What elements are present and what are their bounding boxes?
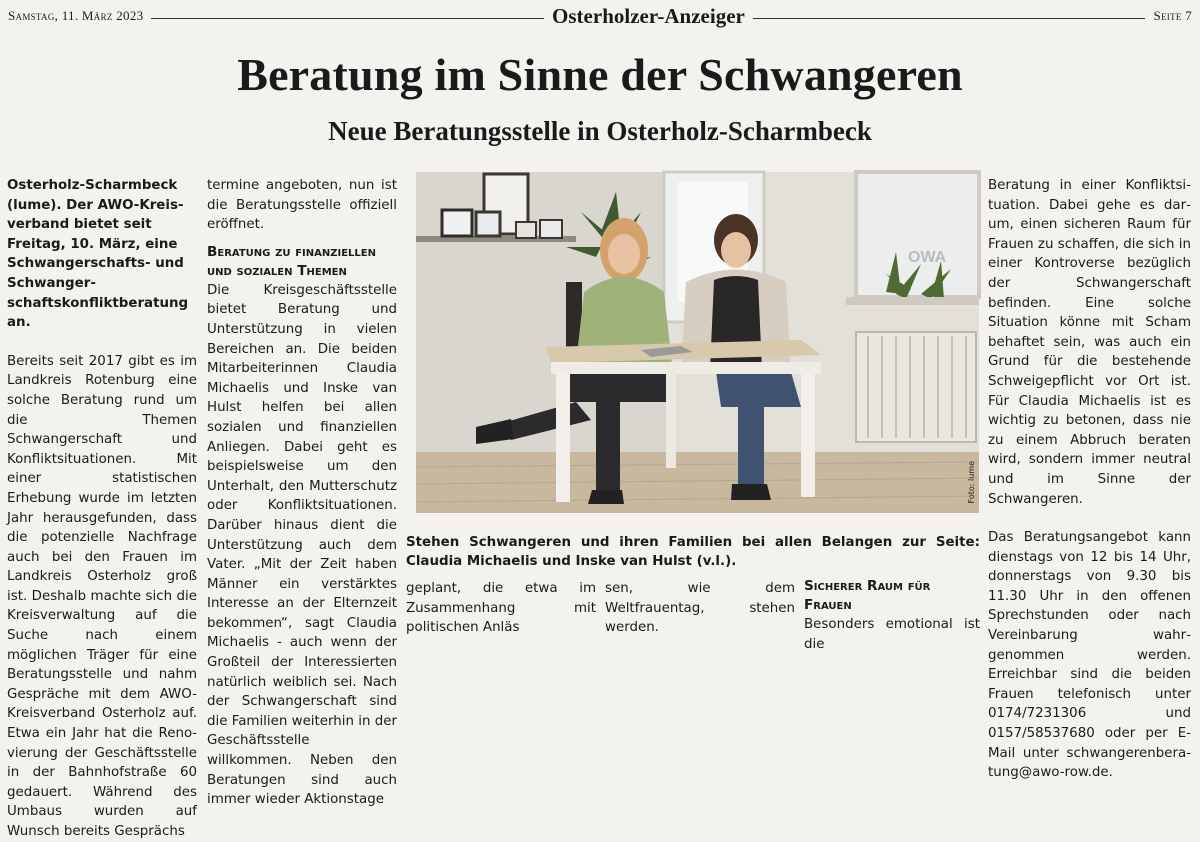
column-2 xyxy=(207,176,397,810)
page-number: Seite 7 xyxy=(1153,8,1193,23)
column-2-body: Die Kreisgeschäftsstelle bietet Beratung und Unterstützung in vielen Bereichen an. Die beiden Mitarbeiterinnen Claudia Michaelis und Inske van Hulst helfen bei allen sozialen und finanziellen Anliegen. Dabei geht es beispielsweise um den Unterhalt, den Mutterschutz oder Konfliktsituationen. Darüber hinaus dient die Unterstützung auch dem Vater. „Mit der Zeit haben Männer ein verstärktes Interesse an der Elternzeit bekommen“, sagt Claudia Michaelis - auch wenn der Großteil der Interessierten natürlich weiblich sei. Nach der Schwangerschaft sind die Familien weiterhin in der Geschäftsstelle willkommen. Neben den Beratungen sind auch immer wieder Aktionstage xyxy=(207,282,397,808)
article-subheadline: Neue Beratungsstelle in Osterholz-Scharmbeck xyxy=(328,116,872,146)
column-4-body: sen, wie dem Weltfrauentag, stehen werden. xyxy=(605,581,795,636)
column-5-body-2: Das Beratungsangebot kann dienstags von 12 bis 14 Uhr, donnerstags von 9.30 bis 11.30 Uhr in den offenen Sprechstunden oder nach Vereinbarung wahrgenommen werden. Erreichbar sind die beiden Frauen telefonisch unter 0174/7231306 und 0157/58537680 oder per E-Mail unter schwangerenberatung@awo-row.de. xyxy=(988,530,1191,781)
photo-credit: Foto: lume xyxy=(967,460,976,503)
column-4 xyxy=(605,579,795,638)
article-lead: Osterholz-Scharmbeck (lume). Der AWO-Kreisverband bietet seit Freitag, 10. März, eine Schwangerschafts- und Schwangerschaftskonfliktberatung an. xyxy=(7,178,189,331)
column-4b-body: Besonders emotional ist die xyxy=(804,617,980,652)
column-1-body: Bereits seit 2017 gibt es im Landkreis Rotenburg eine solche Beratung rund um die Themen Schwangerschaft und Konfliktsituationen. Mit einer statistischen Erhebung wurde im letzten Jahr herausgefunden, dass die potenzielle Nachfrage auch bei den Frauen im Landkreis Osterholz groß ist. Deshalb machte sich die Kreisverwaltung auf die Suche nach einem möglichen Träger für eine Beratungsstelle und nahm Gespräche mit dem AWO-Kreisverband Osterholz auf. Etwa ein Jahr hat die Renovierung der Geschäftsstelle in der Bahnhofstraße 60 gedauert. Während des Umbaus wurden auf Wunsch bereits Gesprächs xyxy=(7,353,197,839)
masthead-rule-left xyxy=(151,18,544,19)
window-logo: OWA xyxy=(908,249,947,266)
column-1 xyxy=(7,176,197,842)
column-5-body-1: Beratung in einer Konfliktsituation. Dabei gehe es darum, einen sicheren Raum für Frauen zu schaffen, die sich in einer Kontroverse bezüglich der Schwangerschaft befinden. Eine solche Situation könne mit Scham behaftet sein, was auch ein Grund für die bestehende Schweigepflicht vor Ort ist. Für Claudia Michaelis ist es wichtig zu betonen, dass nie zu einem Abbruch beraten wird, sondern immer neutral und im Sinne der Schwangeren. xyxy=(988,178,1191,507)
column-3-body: geplant, die etwa im Zusammenhang mit politischen Anläs xyxy=(406,581,596,636)
article-headline: Beratung im Sinne der Schwangeren xyxy=(237,49,963,100)
article-photo xyxy=(416,172,979,513)
column-4b xyxy=(804,577,980,654)
newspaper-title: Osterholzer-Anzeiger xyxy=(552,3,745,28)
column-3 xyxy=(406,579,596,638)
photo-caption: Stehen Schwangeren und ihren Familien bei allen Belangen zur Seite: Claudia Michaelis und Inske van Hulst (v.l.). xyxy=(406,535,980,569)
column-2-top: termine angeboten, nun ist die Beratungsstelle offiziell eröffnet. xyxy=(207,178,397,233)
masthead-rule-right xyxy=(753,18,1146,19)
masthead xyxy=(8,4,1192,28)
column-5 xyxy=(988,176,1191,783)
section-heading-finance: Beratung zu finanziellen und sozialen Themen xyxy=(207,243,376,279)
section-heading-safe-space: Sicherer Raum für Frauen xyxy=(804,578,931,613)
issue-date: Samstag, 11. März 2023 xyxy=(8,8,144,23)
